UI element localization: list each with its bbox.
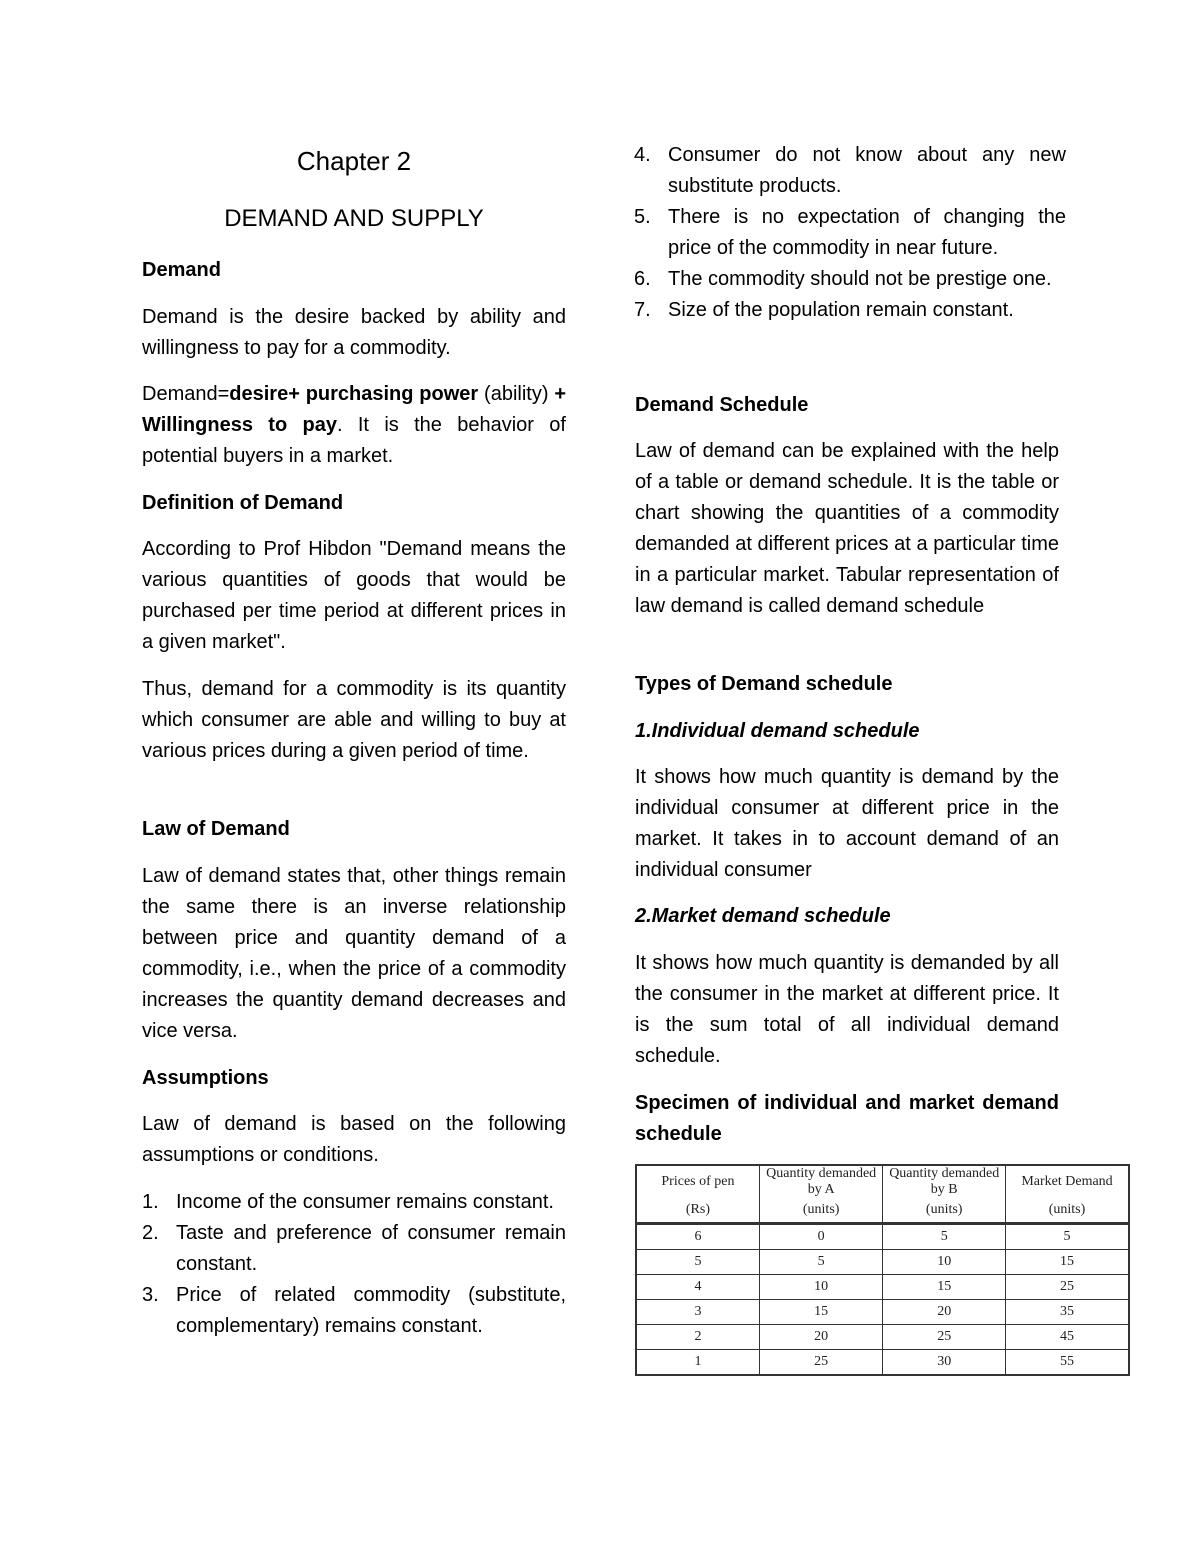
- schedule-heading: Demand Schedule: [635, 394, 809, 416]
- table-row: [636, 1224, 1129, 1250]
- table-header-units-row: [636, 1198, 1129, 1224]
- formula-bold-2: + Willingness to pay: [142, 383, 566, 436]
- list-item: 3. Price of related commodity (substitute, complementary) remains constant.: [142, 1284, 566, 1337]
- formula-mid: (ability): [478, 383, 555, 405]
- formula-bold-1: desire+ purchasing power: [229, 383, 479, 405]
- formula-rest: . It is the behavior of potential buyers in a market.: [142, 414, 566, 467]
- table-cell: 30: [883, 1350, 1006, 1376]
- column-unit: (units): [883, 1198, 1006, 1224]
- column-unit: (Rs): [636, 1198, 759, 1224]
- specimen-heading: Specimen of individual and market demand schedule: [635, 1092, 1059, 1145]
- list-item: 4. Consumer do not know about any new substitute products.: [634, 144, 1066, 197]
- table-cell: 10: [759, 1275, 883, 1300]
- column-unit: (units): [1005, 1198, 1129, 1224]
- table-cell: 15: [759, 1300, 883, 1325]
- definition-heading: Definition of Demand: [142, 492, 344, 514]
- market-heading: 2.Market demand schedule: [635, 905, 891, 927]
- table-row: [636, 1250, 1129, 1275]
- column-header: Prices of pen: [636, 1165, 759, 1198]
- schedule-text: Law of demand can be explained with the help of a table or demand schedule. It is the table or chart showing the quantities of a commodity demanded at different prices at a particular time in a particular market. Tabular representation of law demand is called demand schedule: [635, 440, 1059, 617]
- list-item: 2. Taste and preference of consumer remain constant.: [142, 1222, 566, 1275]
- table-cell: 0: [759, 1224, 883, 1250]
- chapter-title: DEMAND AND SUPPLY: [224, 205, 484, 232]
- demand-formula: [142, 379, 566, 472]
- table-cell: 15: [1005, 1250, 1129, 1275]
- formula-prefix: Demand=: [142, 383, 230, 405]
- table-row: [636, 1350, 1129, 1376]
- individual-heading: 1.Individual demand schedule: [635, 720, 920, 742]
- chapter-number: Chapter 2: [296, 146, 412, 176]
- table-cell: 5: [759, 1250, 883, 1275]
- table-row: [636, 1325, 1129, 1350]
- table-cell: 45: [1005, 1325, 1129, 1350]
- assumptions-heading: Assumptions: [142, 1067, 269, 1089]
- table-cell: 4: [636, 1275, 759, 1300]
- thus-paragraph: Thus, demand for a commodity is its quantity which consumer are able and willing to buy at various prices during a given period of time.: [142, 678, 566, 762]
- demand-schedule-table: [635, 1164, 1130, 1376]
- table-cell: 35: [1005, 1300, 1129, 1325]
- list-item: 5. There is no expectation of changing the price of the commodity in near future.: [634, 206, 1066, 259]
- table-cell: 10: [883, 1250, 1006, 1275]
- table-row: [636, 1275, 1129, 1300]
- column-header: Market Demand: [1005, 1165, 1129, 1198]
- table-cell: 5: [636, 1250, 759, 1275]
- assumptions-list-continued: [634, 140, 1066, 326]
- table-cell: 1: [636, 1350, 759, 1376]
- individual-text: It shows how much quantity is demand by the individual consumer at different price in the market. It takes in to account demand of an individual consumer: [635, 766, 1059, 881]
- hibdon-definition: According to Prof Hibdon "Demand means the various quantities of goods that would be purchased per time period at different prices in a given market".: [142, 538, 566, 653]
- list-item: 1. Income of the consumer remains constant.: [142, 1191, 554, 1213]
- table-cell: 55: [1005, 1350, 1129, 1376]
- assumptions-list: [142, 1187, 566, 1342]
- demand-definition: Demand is the desire backed by ability and willingness to pay for a commodity.: [142, 306, 566, 359]
- table-cell: 25: [883, 1325, 1006, 1350]
- table-cell: 25: [1005, 1275, 1129, 1300]
- table-cell: 20: [759, 1325, 883, 1350]
- table-cell: 20: [883, 1300, 1006, 1325]
- list-item: 7. Size of the population remain constant.: [634, 299, 1014, 321]
- column-unit: (units): [759, 1198, 883, 1224]
- table-row: [636, 1300, 1129, 1325]
- assumptions-intro: Law of demand is based on the following assumptions or conditions.: [142, 1113, 566, 1166]
- demand-heading: Demand: [142, 259, 221, 281]
- table-cell: 2: [636, 1325, 759, 1350]
- column-header: Quantity demanded by A: [759, 1165, 883, 1198]
- table-cell: 5: [1005, 1224, 1129, 1250]
- table-cell: 3: [636, 1300, 759, 1325]
- law-heading: Law of Demand: [142, 818, 290, 840]
- law-text: Law of demand states that, other things remain the same there is an inverse relationship between price and quantity demand of a commodity, i.e., when the price of a commodity increases the quantity demand decreases and vice versa.: [142, 865, 566, 1042]
- market-text: It shows how much quantity is demanded by all the consumer in the market at different price. It is the sum total of all individual demand schedule.: [635, 952, 1059, 1067]
- table-cell: 25: [759, 1350, 883, 1376]
- list-item: 6. The commodity should not be prestige one.: [634, 268, 1052, 290]
- table-header-row: [636, 1165, 1129, 1198]
- table-cell: 5: [883, 1224, 1006, 1250]
- column-header: Quantity demanded by B: [883, 1165, 1006, 1198]
- table-cell: 6: [636, 1224, 759, 1250]
- table-cell: 15: [883, 1275, 1006, 1300]
- types-heading: Types of Demand schedule: [635, 673, 893, 695]
